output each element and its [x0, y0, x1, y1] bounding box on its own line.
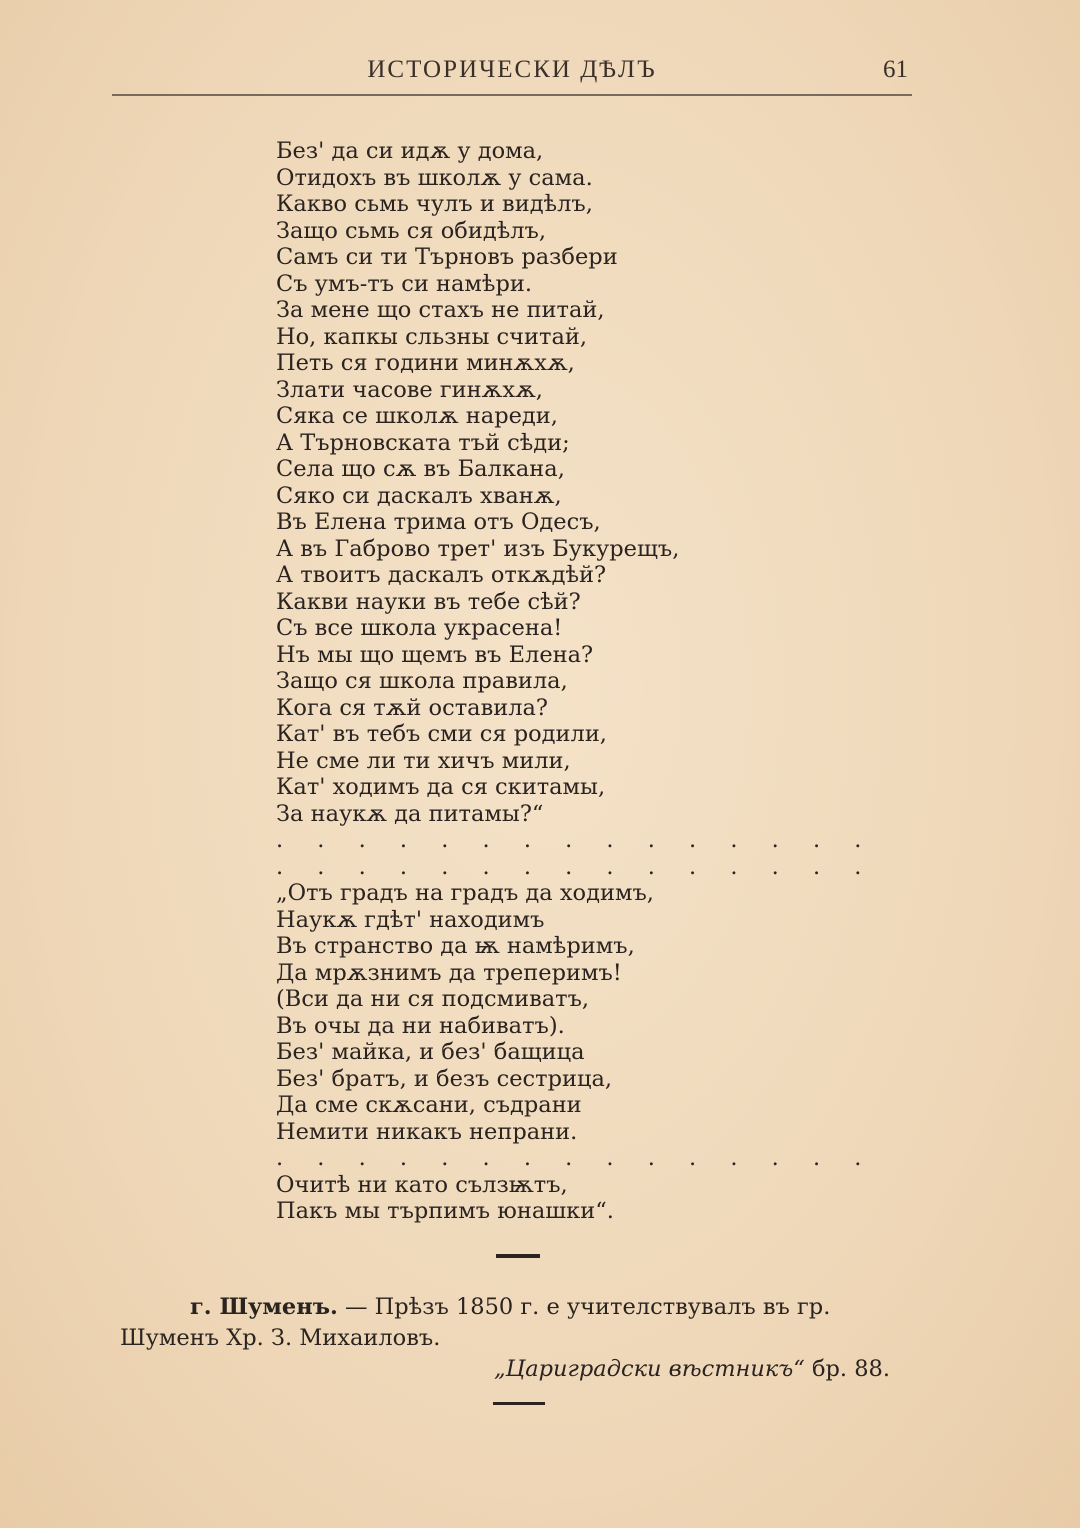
poem-line: Кат' въ тебъ сми ся родили,	[276, 721, 607, 747]
poem-line: Въ странство да ѭ намѣримъ,	[276, 933, 635, 959]
poem-line: Немити никакъ непрани.	[276, 1118, 578, 1145]
ellipsis-row: . . . . . . . . . . . . . . .	[276, 1145, 875, 1171]
poem-line: За наукѫ да питамы?“	[276, 800, 544, 827]
footnote	[120, 1292, 920, 1385]
footnote-line-1	[120, 1292, 920, 1323]
footnote-text: — Прѣзъ 1850 г. е учителствувалъ въ гр.	[337, 1294, 831, 1320]
poem-line: Но, капкы сльзны считай,	[276, 323, 588, 350]
poem-line: Нъ мы що щемъ въ Елена?	[276, 641, 594, 668]
poem	[276, 138, 875, 1225]
footnote-source	[120, 1354, 920, 1385]
source-issue: бр. 88.	[804, 1356, 890, 1382]
footnote-line-2: Шуменъ Хр. З. Михаиловъ.	[120, 1325, 441, 1351]
poem-line: (Вси да ни ся подсмиватъ,	[276, 986, 590, 1012]
poem-line: Самъ си ти Търновъ разбери	[276, 244, 618, 270]
poem-line: Да сме скѫсани, съдрани	[276, 1092, 582, 1118]
poem-line: А Търновската тъй сѣди;	[276, 429, 570, 456]
poem-line: А твоитъ даскалъ откѫдѣй?	[276, 562, 607, 588]
poem-line: „Отъ градъ на градъ да ходимъ,	[276, 880, 654, 906]
poem-line: Не сме ли ти хичъ мили,	[276, 747, 571, 774]
poem-line: Да мрѫзнимъ да треперимъ!	[276, 959, 622, 986]
poem-stanza-3	[276, 1172, 796, 1225]
page-number: 61	[883, 56, 908, 83]
poem-line: Села що сѫ въ Балкана,	[276, 456, 565, 482]
ellipsis-row: . . . . . . . . . . . . . . .	[276, 827, 875, 853]
poem-line: Злати часове гинѫхѫ,	[276, 376, 543, 403]
poem-line: Отидохъ въ школѫ у сама.	[276, 164, 593, 191]
poem-stanza-1	[276, 138, 796, 827]
poem-stanza-2	[276, 880, 796, 1145]
poem-line: За мене що стахъ не питай,	[276, 297, 605, 323]
poem-line: Наукѫ гдѣт' находимъ	[276, 906, 545, 933]
poem-line: Без' братъ, и безъ сестрица,	[276, 1065, 613, 1092]
poem-line: Пакъ мы търпимъ юнашки“.	[276, 1198, 614, 1224]
poem-line: Кат' ходимъ да ся скитамы,	[276, 774, 606, 800]
poem-line: Съ умъ-тъ си намѣри.	[276, 270, 533, 297]
poem-line: Защо сьмь ся обидѣлъ,	[276, 217, 547, 244]
poem-line: Въ Елена трима отъ Одесъ,	[276, 509, 601, 535]
poem-line: Сяко си даскалъ хванѫ,	[276, 482, 562, 509]
poem-line: Съ все школа украсена!	[276, 615, 563, 641]
poem-line: Без' майка, и без' бащица	[276, 1039, 585, 1065]
poem-line: Защо ся школа правила,	[276, 668, 568, 694]
footnote-place: г. Шуменъ.	[190, 1294, 338, 1320]
source-title: „Цариградски вѣстникъ“	[493, 1356, 805, 1382]
poem-line: Какво сьмь чулъ и видѣлъ,	[276, 191, 593, 217]
poem-line: Въ очы да ни набиватъ).	[276, 1012, 565, 1039]
poem-line: Петь ся години минѫхѫ,	[276, 350, 575, 376]
poem-line: Очитѣ ни като сълзѭтъ,	[276, 1171, 568, 1198]
page-header	[112, 52, 912, 96]
section-divider	[496, 1254, 540, 1258]
ellipsis-row: . . . . . . . . . . . . . . .	[276, 853, 875, 880]
poem-line: Кога ся тѫй оставила?	[276, 694, 548, 721]
end-divider	[493, 1402, 545, 1405]
poem-line: Какви науки въ тебе сѣй?	[276, 588, 581, 615]
poem-line: А въ Габрово трет' изъ Букурещъ,	[276, 535, 680, 562]
running-title: ИСТОРИЧЕСКИ ДѢЛЪ	[367, 56, 657, 83]
poem-line: Без' да си идѫ у дома,	[276, 138, 544, 164]
poem-line: Сяка се школѫ нареди,	[276, 403, 558, 429]
